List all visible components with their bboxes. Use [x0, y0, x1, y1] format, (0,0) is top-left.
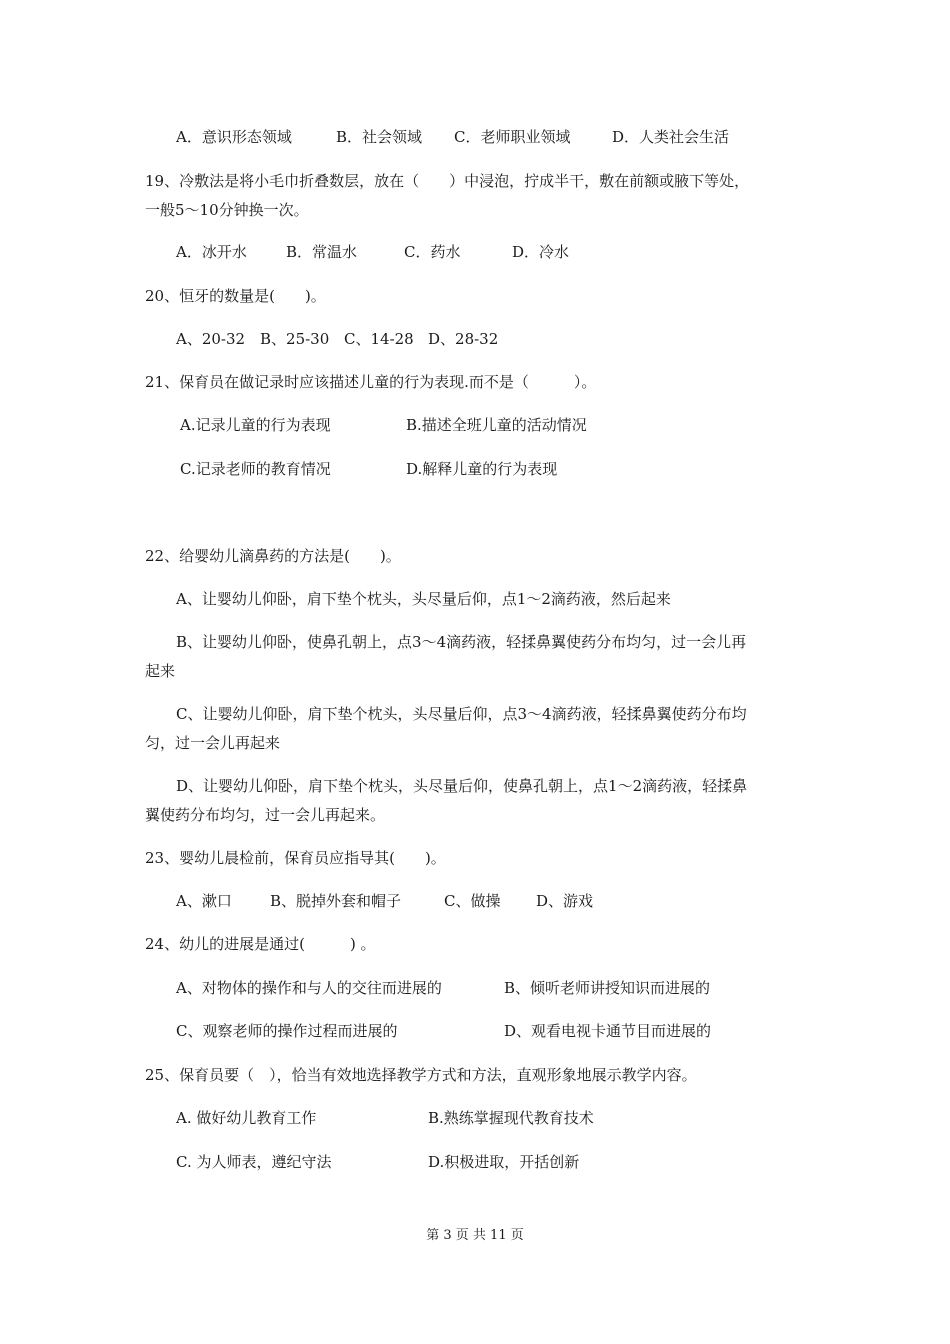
q25-option-c: C. 为人师表，遵纪守法 — [176, 1153, 332, 1171]
q21-option-c: C.记录老师的教育情况 — [180, 460, 331, 478]
q24-option-a: A、对物体的操作和与人的交往而进展的 — [176, 979, 442, 997]
q20-option-b: B、25-30 — [260, 330, 330, 348]
q24-stem: 24、幼儿的进展是通过( ) 。 — [145, 935, 376, 953]
q20-option-c: C、14-28 — [344, 330, 414, 348]
q21-stem: 21、保育员在做记录时应该描述儿童的行为表现.而不是（ ）。 — [145, 373, 597, 391]
q22-option-a: A、让婴幼儿仰卧，肩下垫个枕头，头尽量后仰，点1～2滴药液，然后起来 — [176, 590, 671, 608]
q23-option-d: D、游戏 — [536, 892, 594, 910]
q20-option-a: A、20-32 — [176, 330, 246, 348]
q23-option-c: C、做操 — [444, 892, 501, 910]
q22-option-c-line2: 匀，过一会儿再起来 — [145, 734, 281, 752]
q25-option-d: D.积极进取，开括创新 — [428, 1153, 580, 1171]
q23-option-b: B、脱掉外套和帽子 — [270, 892, 402, 910]
q24-option-c: C、观察老师的操作过程而进展的 — [176, 1022, 398, 1040]
q18-option-d: D．人类社会生活 — [612, 128, 730, 146]
q21-option-b: B.描述全班儿童的活动情况 — [406, 416, 587, 434]
q19-option-d: D．冷水 — [512, 243, 570, 261]
q23-option-a: A、漱口 — [176, 892, 232, 910]
q25-stem: 25、保育员要（ ），恰当有效地选择教学方式和方法，直观形象地展示教学内容。 — [145, 1066, 697, 1084]
q20-stem: 20、恒牙的数量是( )。 — [145, 287, 326, 305]
q24-option-d: D、观看电视卡通节目而进展的 — [504, 1022, 712, 1040]
q19-option-a: A．冰开水 — [176, 243, 247, 261]
q22-option-c-line1: C、让婴幼儿仰卧，肩下垫个枕头，头尽量后仰，点3～4滴药液，轻揉鼻翼使药分布均 — [176, 705, 747, 723]
q19-option-c: C．药水 — [404, 243, 461, 261]
q22-option-b-line1: B、让婴幼儿仰卧，使鼻孔朝上，点3～4滴药液，轻揉鼻翼使药分布均匀，过一会儿再 — [176, 633, 747, 651]
q24-option-b: B、倾听老师讲授知识而进展的 — [504, 979, 711, 997]
q19-option-b: B．常温水 — [286, 243, 358, 261]
q19-stem-line2: 一般5～10分钟换一次。 — [145, 201, 309, 219]
q22-option-d-line1: D、让婴幼儿仰卧，肩下垫个枕头，头尽量后仰，使鼻孔朝上，点1～2滴药液，轻揉鼻 — [176, 777, 748, 795]
q25-option-b: B.熟练掌握现代教育技术 — [428, 1109, 594, 1127]
q19-stem-line1: 19、冷敷法是将小毛巾折叠数层，放在（ ）中浸泡，拧成半干，敷在前额或腋下等处， — [145, 172, 750, 190]
q18-option-c: C．老师职业领域 — [454, 128, 571, 146]
q23-stem: 23、婴幼儿晨检前，保育员应指导其( )。 — [145, 849, 446, 867]
q22-option-d-line2: 翼使药分布均匀，过一会儿再起来。 — [145, 806, 386, 824]
q20-option-d: D、28-32 — [428, 330, 499, 348]
page-footer: 第 3 页 共 11 页 — [426, 1228, 524, 1243]
q22-option-b-line2: 起来 — [145, 662, 176, 680]
q21-option-a: A.记录儿童的行为表现 — [180, 416, 331, 434]
q18-option-a: A．意识形态领域 — [176, 128, 292, 146]
q22-stem: 22、给婴幼儿滴鼻药的方法是( )。 — [145, 547, 401, 565]
q21-option-d: D.解释儿童的行为表现 — [406, 460, 558, 478]
q25-option-a: A. 做好幼儿教育工作 — [176, 1109, 317, 1127]
q18-option-b: B．社会领域 — [336, 128, 423, 146]
